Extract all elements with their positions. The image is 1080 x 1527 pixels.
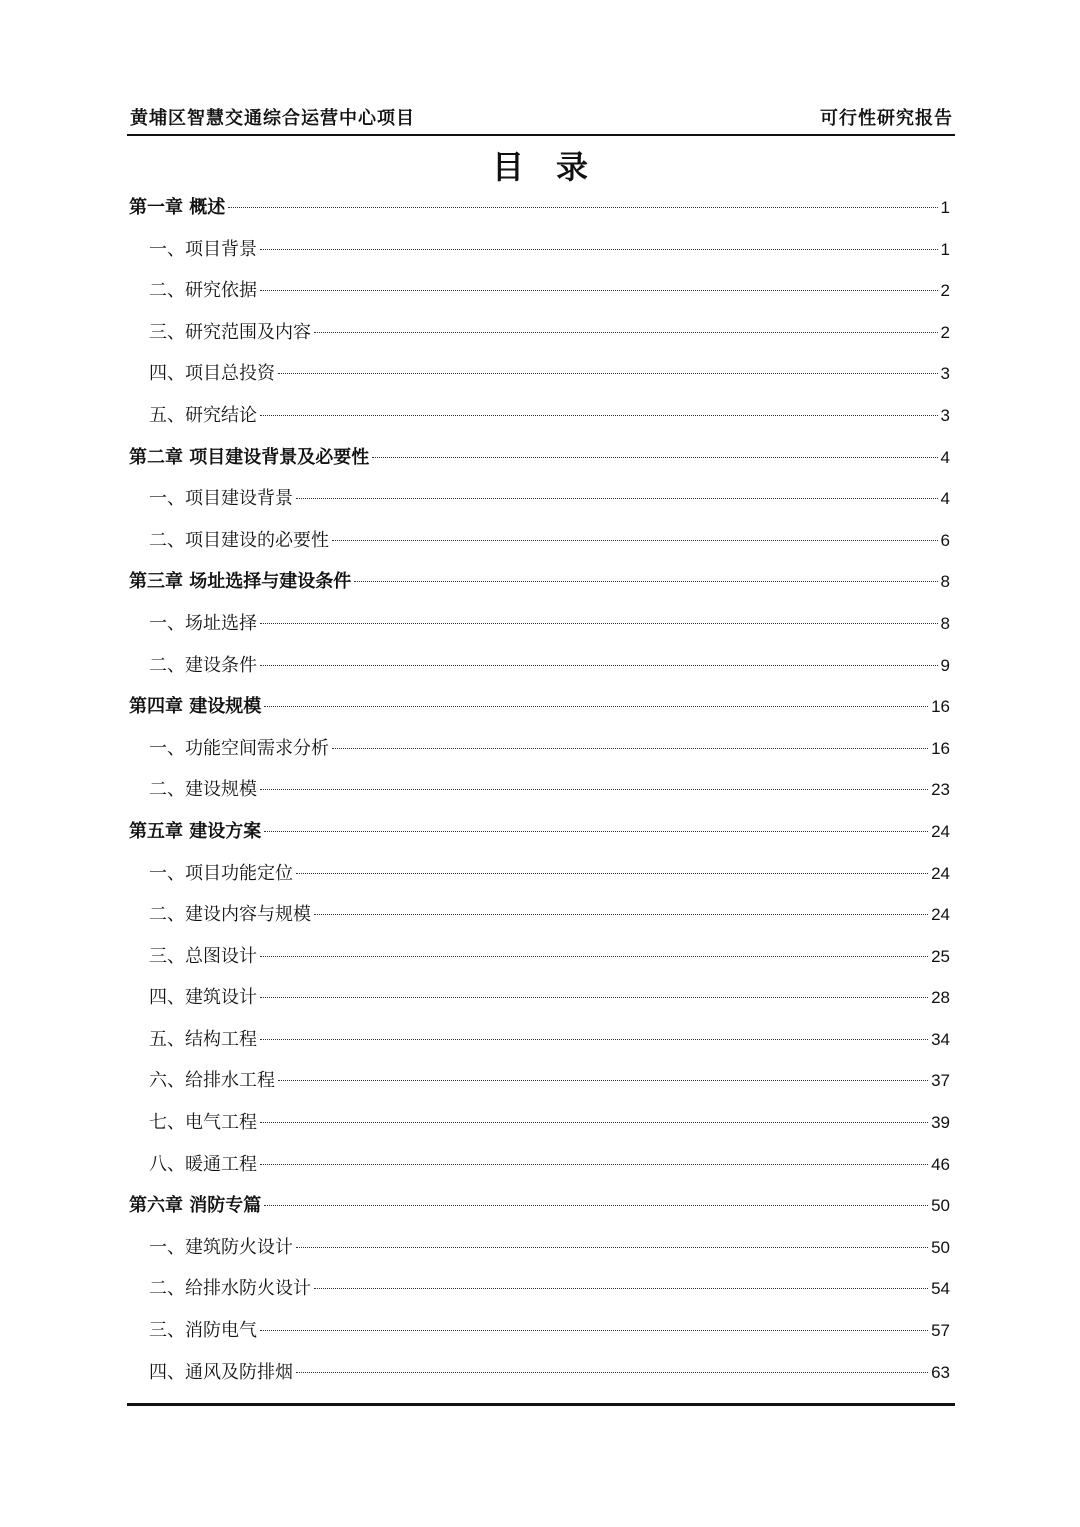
toc-entry-label: 一、场址选择 [149, 612, 257, 634]
toc-section-entry[interactable] [127, 478, 950, 520]
toc-dot-leader [278, 1079, 928, 1081]
toc-chapter-entry[interactable] [127, 1185, 950, 1227]
toc-entry-label: 第四章 建设规模 [129, 696, 262, 718]
toc-entry-label: 五、研究结论 [149, 404, 257, 426]
toc-entry-label: 二、建设规模 [149, 779, 257, 801]
toc-dot-leader [260, 788, 928, 790]
toc-dot-leader [332, 539, 938, 541]
toc-page-number: 24 [931, 905, 950, 925]
footer-rule [127, 1403, 955, 1406]
toc-chapter-entry[interactable] [127, 811, 950, 853]
toc-entry-label: 七、电气工程 [149, 1112, 257, 1134]
toc-page-number: 46 [931, 1154, 950, 1174]
toc-section-entry[interactable] [127, 853, 950, 895]
toc-page-number: 2 [940, 281, 950, 301]
toc-page-number: 25 [931, 946, 950, 966]
toc-section-entry[interactable] [127, 1102, 950, 1144]
toc-dot-leader [260, 1329, 928, 1331]
toc-section-entry[interactable] [127, 1144, 950, 1186]
toc-page-number: 54 [931, 1279, 950, 1299]
toc-page-number: 28 [931, 988, 950, 1008]
toc-dot-leader [296, 497, 938, 499]
toc-dot-leader [314, 331, 938, 333]
toc-section-entry[interactable] [127, 312, 950, 354]
toc-page-number: 63 [931, 1362, 950, 1382]
toc-section-entry[interactable] [127, 1060, 950, 1102]
toc-page-number: 37 [931, 1071, 950, 1091]
toc-section-entry[interactable] [127, 395, 950, 437]
toc-section-entry[interactable] [127, 353, 950, 395]
toc-section-entry[interactable] [127, 1227, 950, 1269]
toc-section-entry[interactable] [127, 1352, 950, 1394]
toc-entry-label: 一、建筑防火设计 [149, 1236, 293, 1258]
toc-entry-label: 二、项目建设的必要性 [149, 529, 329, 551]
toc-dot-leader [260, 996, 928, 998]
toc-page-number: 3 [940, 405, 950, 425]
toc-page-number: 6 [940, 530, 950, 550]
toc-page-number: 24 [931, 863, 950, 883]
toc-chapter-entry[interactable] [127, 437, 950, 479]
toc-entry-label: 三、研究范围及内容 [149, 321, 311, 343]
toc-section-entry[interactable] [127, 1268, 950, 1310]
toc-page-number: 9 [940, 655, 950, 675]
toc-page-number: 8 [940, 613, 950, 633]
toc-dot-leader [260, 1121, 928, 1123]
toc-dot-leader [260, 955, 928, 957]
toc-section-entry[interactable] [127, 603, 950, 645]
toc-entry-label: 二、建设内容与规模 [149, 904, 311, 926]
toc-page-number: 50 [931, 1237, 950, 1257]
toc-section-entry[interactable] [127, 645, 950, 687]
toc-chapter-entry[interactable] [127, 187, 950, 229]
header-project-name: 黄埔区智慧交通综合运营中心项目 [130, 108, 415, 129]
toc-page-number: 34 [931, 1029, 950, 1049]
toc-section-entry[interactable] [127, 270, 950, 312]
toc-entry-label: 第一章 概述 [129, 197, 226, 218]
toc-dot-leader [260, 622, 938, 624]
toc-page-number: 24 [931, 821, 950, 841]
toc-page-number: 8 [940, 572, 950, 592]
toc-page-number: 57 [931, 1321, 950, 1341]
toc-page-number: 3 [940, 364, 950, 384]
toc-dot-leader [228, 206, 937, 208]
toc-entry-label: 第五章 建设方案 [129, 820, 262, 842]
toc-chapter-entry[interactable] [127, 686, 950, 728]
toc-dot-leader [354, 580, 937, 582]
toc-entry-label: 二、研究依据 [149, 280, 257, 302]
page-header [127, 100, 955, 136]
toc-dot-leader [264, 830, 928, 832]
toc-title: 目 录 [491, 148, 588, 186]
toc-section-entry[interactable] [127, 936, 950, 978]
toc-section-entry[interactable] [127, 894, 950, 936]
toc-dot-leader [314, 1287, 928, 1289]
toc-section-entry[interactable] [127, 769, 950, 811]
toc-entry-label: 一、项目背景 [149, 238, 257, 260]
toc-entry-label: 四、通风及防排烟 [149, 1361, 293, 1383]
toc-dot-leader [260, 414, 938, 416]
toc-entry-label: 二、建设条件 [149, 654, 257, 676]
toc-dot-leader [260, 248, 938, 250]
toc-entry-label: 二、给排水防火设计 [149, 1278, 311, 1300]
toc-entry-label: 第三章 场址选择与建设条件 [129, 571, 352, 593]
toc-entry-label: 一、功能空间需求分析 [149, 737, 329, 759]
toc-entry-label: 一、项目功能定位 [149, 862, 293, 884]
toc-section-entry[interactable] [127, 229, 950, 271]
toc-page-number: 4 [940, 489, 950, 509]
header-report-type: 可行性研究报告 [820, 108, 953, 129]
toc-dot-leader [260, 289, 938, 291]
toc-entry-label: 第二章 项目建设背景及必要性 [129, 446, 370, 468]
toc-dot-leader [264, 705, 928, 707]
toc-entry-label: 六、给排水工程 [149, 1070, 275, 1092]
toc-dot-leader [264, 1204, 928, 1206]
toc-section-entry[interactable] [127, 728, 950, 770]
toc-page-number: 39 [931, 1113, 950, 1133]
toc-entry-label: 五、结构工程 [149, 1028, 257, 1050]
toc-dot-leader [296, 1371, 928, 1373]
toc-entry-label: 八、暖通工程 [149, 1153, 257, 1175]
toc-dot-leader [260, 1038, 928, 1040]
toc-dot-leader [332, 747, 928, 749]
toc-dot-leader [260, 664, 938, 666]
table-of-contents [127, 187, 950, 1393]
toc-section-entry[interactable] [127, 1019, 950, 1061]
toc-page-number: 1 [940, 198, 950, 217]
toc-section-entry[interactable] [127, 977, 950, 1019]
toc-chapter-entry[interactable] [127, 561, 950, 603]
toc-dot-leader [372, 456, 937, 458]
toc-dot-leader [296, 872, 928, 874]
toc-dot-leader [260, 1163, 928, 1165]
toc-page-number: 4 [940, 447, 950, 467]
toc-entry-label: 三、消防电气 [149, 1320, 257, 1342]
toc-dot-leader [314, 913, 928, 915]
toc-section-entry[interactable] [127, 520, 950, 562]
toc-page-number: 2 [940, 322, 950, 342]
toc-page-number: 50 [931, 1196, 950, 1216]
toc-entry-label: 第六章 消防专篇 [129, 1195, 262, 1217]
toc-page-number: 23 [931, 780, 950, 800]
toc-entry-label: 四、建筑设计 [149, 987, 257, 1009]
toc-dot-leader [278, 372, 938, 374]
toc-page-number: 1 [940, 239, 950, 259]
toc-section-entry[interactable] [127, 1310, 950, 1352]
toc-page-number: 16 [931, 738, 950, 758]
toc-dot-leader [296, 1246, 928, 1248]
toc-entry-label: 三、总图设计 [149, 945, 257, 967]
toc-entry-label: 一、项目建设背景 [149, 488, 293, 510]
toc-entry-label: 四、项目总投资 [149, 363, 275, 385]
toc-page-number: 16 [931, 697, 950, 717]
